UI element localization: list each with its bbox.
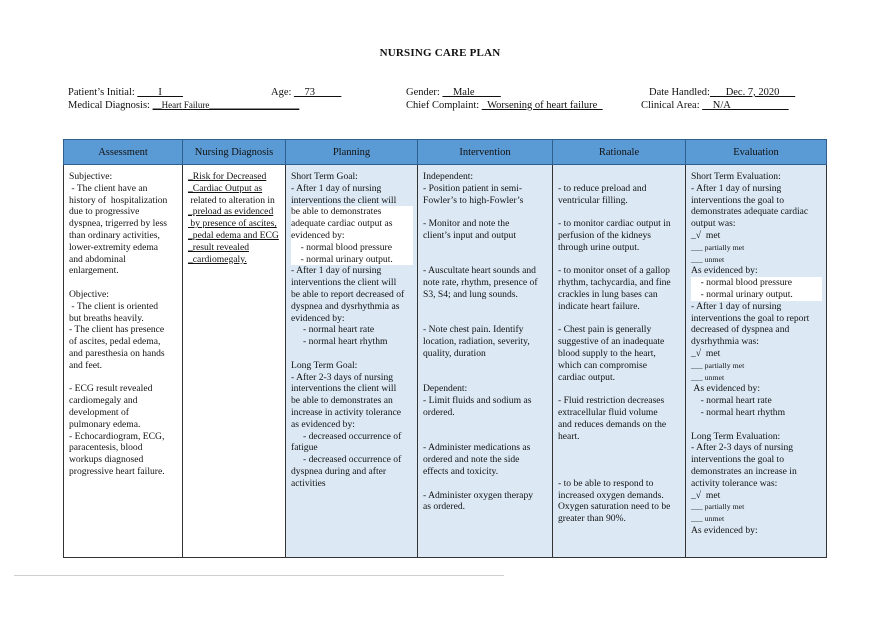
text-line: Subjective:: [69, 171, 113, 182]
patient-gender: [406, 87, 501, 98]
diagnosis-value: __Heart Failure____________________: [152, 100, 300, 110]
text-line: interventions the goal to report: [691, 312, 810, 324]
text-line: fatigue: [291, 442, 318, 454]
gender-value: __Male_____: [442, 87, 501, 98]
text-line: - to monitor onset of a gallop: [558, 265, 670, 277]
text-line: Short Term Goal:: [291, 171, 358, 182]
text-line: _cardiomegaly.: [188, 253, 247, 265]
text-line: - decreased occurrence of: [291, 454, 402, 466]
text-line: greater than 90%.: [558, 513, 626, 525]
text-line: rhythm, tachycardia, and fine: [558, 277, 671, 289]
text-line: workups diagnosed: [69, 454, 144, 466]
text-line: increase in activity tolerance: [291, 406, 402, 418]
text-line: - Administer oxygen therapy: [423, 489, 534, 501]
text-line: - normal blood pressure: [291, 242, 413, 254]
text-line: note rate, rhythm, presence of: [423, 277, 538, 289]
text-line: related to alteration in: [188, 194, 275, 206]
text-line: quality, duration: [423, 347, 486, 359]
text-line: Long Term Evaluation:: [691, 430, 781, 442]
text-line: Objective:: [69, 288, 109, 300]
text-line: - ECG result revealed: [69, 383, 153, 395]
text-line: output was:: [691, 218, 736, 230]
assessment-cell: [64, 165, 183, 558]
text-line: - Auscultate heart sounds and: [423, 265, 536, 277]
footer-divider: [14, 575, 504, 576]
column-header-assessment: Assessment: [64, 140, 183, 165]
text-line: - Fluid restriction decreases: [558, 395, 665, 407]
text-line: _Cardiac Output as: [188, 182, 263, 194]
planning-cell: [286, 165, 418, 558]
text-line: dysrhythmia was:: [691, 336, 759, 348]
met-checkbox: _√ met: [691, 229, 721, 241]
patient-age: [271, 87, 341, 98]
text-line: - to be able to respond to: [558, 477, 654, 489]
text-line: - After 2-3 days of nursing: [691, 442, 794, 454]
unmet-checkbox: ___ unmet: [691, 514, 725, 524]
table-header-row: [64, 140, 827, 165]
text-line: cardiac output.: [558, 371, 616, 383]
text-line: development of: [69, 406, 129, 418]
text-line: ventricular filling.: [558, 194, 628, 206]
age-value: __73_____: [294, 87, 342, 98]
text-line: history of hospitalization: [69, 194, 168, 206]
text-line: interventions the client will: [291, 383, 397, 395]
text-line: - normal blood pressure: [691, 277, 822, 289]
partially-met-checkbox: ___ partially met: [691, 360, 745, 370]
text-line: - normal heart rhythm: [291, 336, 388, 348]
text-line: heart.: [558, 430, 580, 442]
text-line: Oxygen saturation need to be: [558, 501, 671, 513]
text-line: - Limit fluids and sodium as: [423, 395, 532, 407]
text-line: _result revealed: [188, 241, 249, 253]
text-line: and feet.: [69, 359, 103, 371]
rationale-cell: [553, 165, 686, 558]
text-line: demonstrates adequate cardiac: [691, 206, 809, 218]
text-line: which can compromise: [558, 359, 647, 371]
unmet-checkbox: ___ unmet: [691, 372, 725, 382]
text-line: _Risk for Decreased: [188, 171, 267, 182]
text-line: S3, S4; and lung sounds.: [423, 288, 518, 300]
text-line: due to progressive: [69, 206, 140, 218]
intervention-cell: [418, 165, 553, 558]
column-header-planning: Planning: [286, 140, 418, 165]
age-label: Age:: [271, 87, 295, 98]
met-checkbox: _√ met: [691, 347, 721, 359]
text-line: by presence of ascites,: [188, 218, 277, 230]
met-checkbox: _√ met: [691, 489, 721, 501]
text-line: - to reduce preload and: [558, 182, 647, 194]
text-line: evidenced by:: [291, 312, 345, 324]
text-line: - Echocardiogram, ECG,: [69, 430, 165, 442]
text-line: - Administer medications as: [423, 442, 531, 454]
text-line: effects and toxicity.: [423, 465, 499, 477]
text-line: as evidenced by:: [291, 418, 355, 430]
area-value: __N/A___________: [702, 100, 789, 111]
medical-diagnosis: [68, 100, 299, 111]
text-line: dyspnea during and after: [291, 465, 387, 477]
text-line: As evidenced by:: [691, 383, 761, 395]
text-line: paracentesis, blood: [69, 442, 143, 454]
column-header-nursing-diagnosis: Nursing Diagnosis: [183, 140, 286, 165]
text-line: indicate heart failure.: [558, 300, 640, 312]
text-line: - After 1 day of nursing: [291, 265, 382, 277]
text-line: be able to demonstrates an: [291, 395, 393, 407]
text-line: - Position patient in semi-: [423, 182, 523, 194]
text-line: - After 2-3 days of nursing: [291, 371, 394, 383]
patient-initial: [68, 87, 183, 98]
care-plan-table: [63, 139, 827, 558]
column-header-intervention: Intervention: [418, 140, 553, 165]
text-line: Short Term Evaluation:: [691, 171, 781, 182]
text-line: lower-extremity edema: [69, 241, 159, 253]
text-line: - normal urinary output.: [291, 254, 413, 266]
column-header-evaluation: Evaluation: [686, 140, 827, 165]
text-line: - The client have an: [69, 182, 148, 194]
text-line: - Note chest pain. Identify: [423, 324, 524, 336]
text-line: Long Term Goal:: [291, 359, 358, 371]
patient-initial-label: Patient’s Initial:: [68, 87, 138, 98]
text-line: enlargement.: [69, 265, 119, 277]
diagnosis-label: Medical Diagnosis:: [68, 100, 153, 111]
text-line: than ordinary activities,: [69, 229, 160, 241]
text-line: extracellular fluid volume: [558, 406, 658, 418]
text-line: suggestive of an inadequate: [558, 336, 665, 348]
evaluation-cell: [686, 165, 827, 558]
text-line: ordered.: [423, 406, 455, 418]
text-line: _pedal edema and ECG: [188, 229, 279, 241]
text-line: Independent:: [423, 171, 474, 182]
text-line: and paresthesia on hands: [69, 347, 165, 359]
text-line: dyspnea and dysrhythmia as: [291, 300, 400, 312]
text-line: and reduces demands on the: [558, 418, 667, 430]
text-line: - After 1 day of nursing: [691, 182, 782, 194]
gender-label: Gender:: [406, 87, 443, 98]
text-line: pulmonary edema.: [69, 418, 141, 430]
partially-met-checkbox: ___ partially met: [691, 242, 745, 252]
text-line: adequate cardiac output as: [291, 218, 413, 230]
date-handled: [649, 87, 795, 98]
chief-complaint: [406, 100, 603, 111]
text-line: progressive heart failure.: [69, 465, 165, 477]
text-line: interventions the goal to: [691, 194, 784, 206]
text-line: interventions the client will: [291, 194, 397, 206]
text-line: perfusion of the kidneys: [558, 229, 651, 241]
text-line: - Chest pain is generally: [558, 324, 652, 336]
partially-met-checkbox: ___ partially met: [691, 502, 745, 512]
text-line: location, radiation, severity,: [423, 336, 530, 348]
text-line: - normal heart rate: [291, 324, 375, 336]
text-line: - After 1 day of nursing: [691, 300, 782, 312]
complaint-label: Chief Complaint:: [406, 100, 482, 111]
text-line: - After 1 day of nursing: [291, 182, 382, 194]
complaint-value: _Worsening of heart failure_: [481, 100, 603, 111]
text-line: - Monitor and note the: [423, 218, 510, 230]
text-line: decreased of dyspnea and: [691, 324, 790, 336]
text-line: activity tolerance was:: [691, 477, 778, 489]
area-label: Clinical Area:: [641, 100, 703, 111]
patient-initial-value: ____I____: [137, 87, 183, 98]
text-line: interventions the goal to: [691, 454, 784, 466]
text-line: - to monitor cardiac output in: [558, 218, 671, 230]
text-line: - The client is oriented: [69, 300, 159, 312]
text-line: be able to report decreased of: [291, 288, 405, 300]
text-line: but breaths heavily.: [69, 312, 144, 324]
text-line: As evidenced by:: [691, 524, 758, 536]
text-line: As evidenced by:: [691, 265, 758, 277]
text-line: - The client has presence: [69, 324, 165, 336]
text-line: evidenced by:: [291, 230, 413, 242]
text-line: - normal urinary output.: [691, 289, 822, 301]
text-line: Fowler’s to high-Fowler’s: [423, 194, 524, 206]
text-line: - decreased occurrence of: [291, 430, 402, 442]
text-line: - normal heart rate: [691, 395, 772, 407]
text-line: cardiomegaly and: [69, 395, 138, 407]
text-line: _preload as evidenced: [188, 206, 274, 218]
text-line: activities: [291, 477, 326, 489]
date-label: Date Handled:: [649, 87, 710, 98]
nursing-diagnosis-cell: [183, 165, 286, 558]
text-line: of ascites, pedal edema,: [69, 336, 161, 348]
date-value: ___Dec. 7, 2020___: [709, 87, 796, 98]
text-line: - normal heart rhythm: [691, 406, 786, 418]
text-line: client’s input and output: [423, 229, 516, 241]
column-header-rationale: Rationale: [553, 140, 686, 165]
text-line: crackles in lung bases can: [558, 288, 658, 300]
text-line: and abdominal: [69, 253, 126, 265]
text-line: be able to demonstrates: [291, 206, 413, 218]
text-line: through urine output.: [558, 241, 640, 253]
text-line: ordered and note the side: [423, 454, 520, 466]
text-line: increased oxygen demands.: [558, 489, 664, 501]
unmet-checkbox: ___ unmet: [691, 254, 725, 264]
page-title: NURSING CARE PLAN: [379, 47, 501, 59]
text-line: Dependent:: [423, 383, 468, 395]
text-line: as ordered.: [423, 501, 466, 513]
text-line: dyspnea, trigerred by less: [69, 218, 168, 230]
table-row: [64, 165, 827, 558]
clinical-area: [641, 100, 789, 111]
text-line: demonstrates an increase in: [691, 465, 797, 477]
text-line: interventions the client will: [291, 277, 397, 289]
text-line: blood supply to the heart,: [558, 347, 656, 359]
